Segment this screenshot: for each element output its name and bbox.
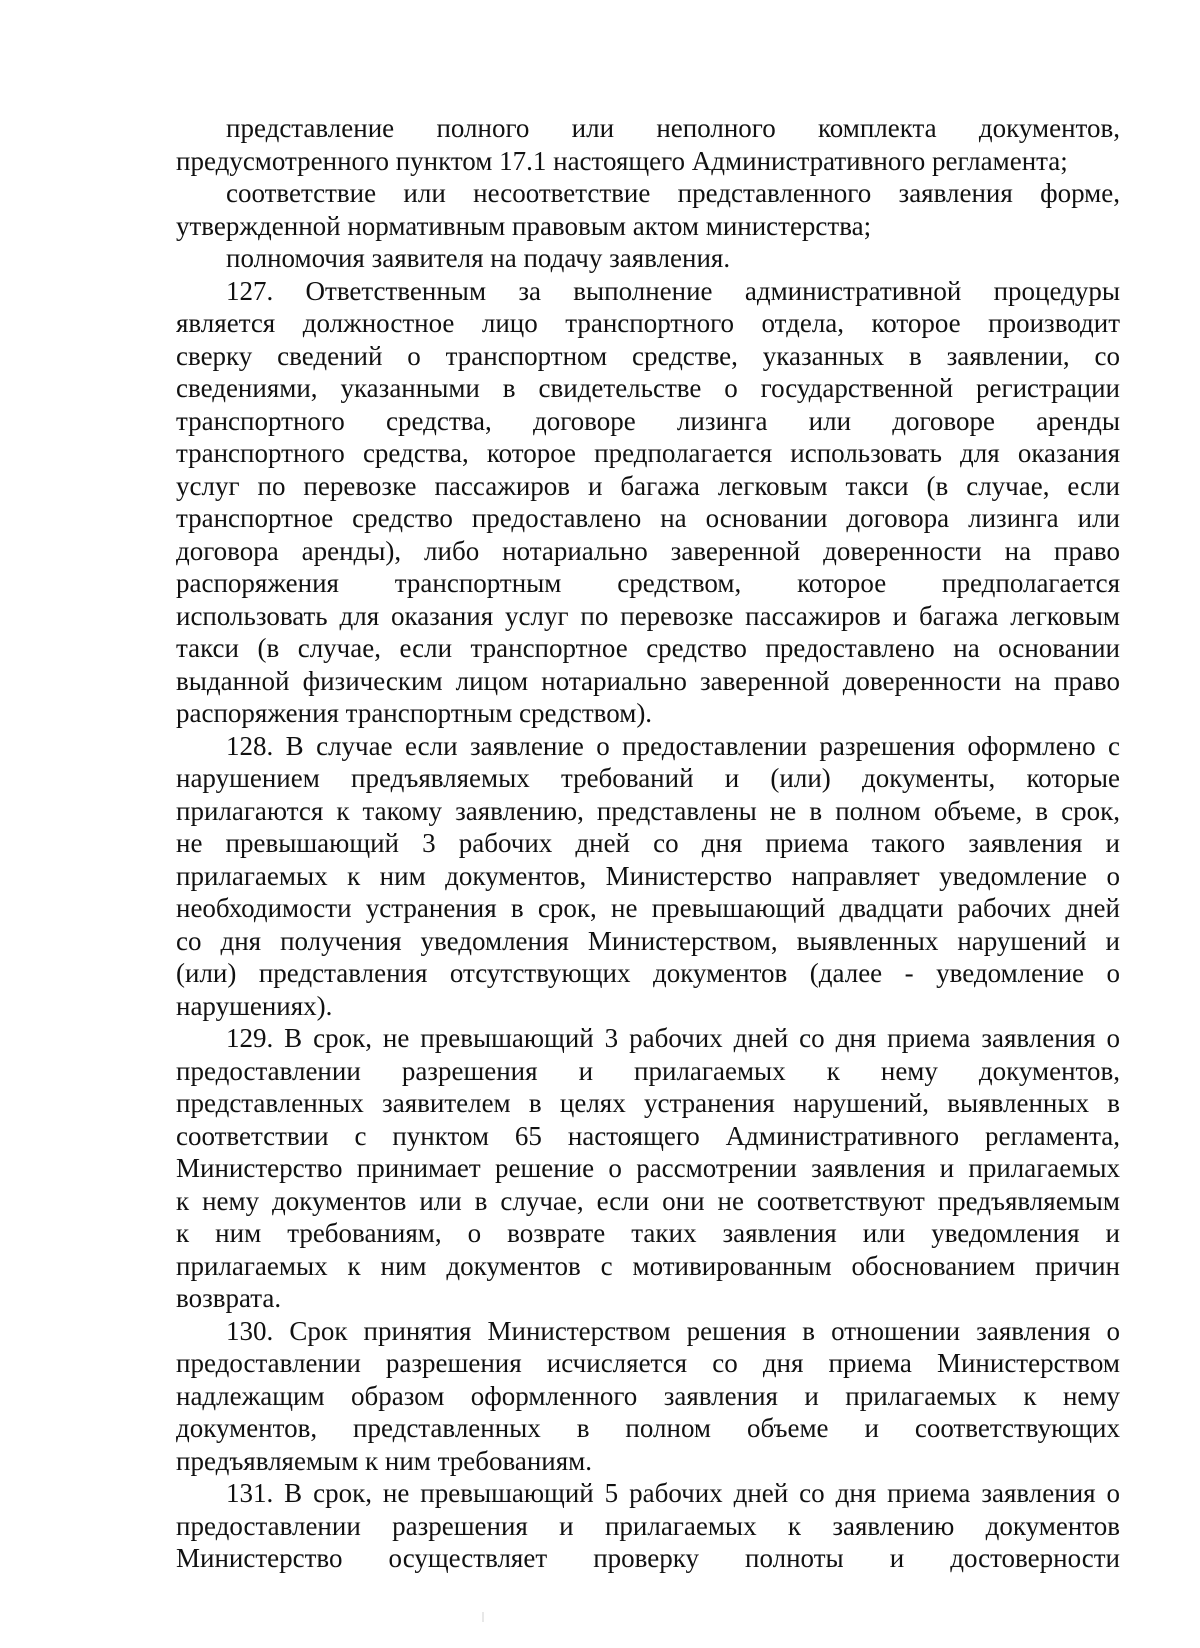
text-line: предоставлении разрешения и прилагаемых к нему документов, — [176, 1055, 1120, 1086]
paragraph-p129 — [176, 1022, 1120, 1315]
text-line: 129. В срок, не превышающий 3 рабочих дней со дня приема заявления о — [226, 1023, 1120, 1053]
paragraph-p3 — [176, 242, 1120, 275]
text-line: транспортного средства, договоре лизинга или договоре аренды — [176, 405, 1120, 436]
text-line: представление полного или неполного комплекта документов, — [226, 113, 1120, 143]
text-line: прилагаемых к ним документов, Министерство направляет уведомление о — [176, 860, 1120, 891]
text-line: прилагаемых к ним документов с мотивированным обоснованием причин — [176, 1250, 1120, 1281]
text-line: со дня получения уведомления Министерством, выявленных нарушений и — [176, 925, 1120, 956]
text-line: выданной физическим лицом нотариально заверенной доверенности на право — [176, 665, 1120, 696]
text-line: договора аренды), либо нотариально заверенной доверенности на право — [176, 535, 1120, 566]
text-line: нарушением предъявляемых требований и (или) документы, которые — [176, 763, 1120, 793]
text-line: такси (в случае, если транспортное средство предоставлено на основании — [176, 633, 1120, 663]
text-line: транспортного средства, которое предполагается использовать для оказания — [176, 438, 1120, 468]
text-line: 127. Ответственным за выполнение административной процедуры — [226, 275, 1120, 306]
text-line: документов, представленных в полном объеме и соответствующих — [176, 1413, 1120, 1443]
text-line: 130. Срок принятия Министерством решения в отношении заявления о — [226, 1315, 1120, 1346]
paragraph-p131 — [176, 1477, 1120, 1575]
paragraph-p1 — [176, 112, 1120, 177]
text-line: предоставлении разрешения исчисляется со дня приема Министерством — [176, 1348, 1120, 1378]
text-line: необходимости устранения в срок, не превышающий двадцати рабочих дней — [176, 893, 1120, 923]
text-line: нарушениях). — [176, 990, 333, 1021]
text-line: транспортное средство предоставлено на основании договора лизинга или — [176, 503, 1120, 533]
text-line: возврата. — [176, 1283, 282, 1313]
text-line: предусмотренного пунктом 17.1 настоящего Административного регламента; — [176, 145, 1068, 176]
text-line: соответствие или несоответствие представленного заявления форме, — [226, 178, 1120, 208]
document-body — [176, 112, 1120, 1575]
text-line: услуг по перевозке пассажиров и багажа легковым такси (в случае, если — [176, 470, 1120, 501]
scan-mark — [482, 1612, 484, 1622]
text-line: сведениями, указанными в свидетельстве о государственной регистрации — [176, 373, 1120, 403]
text-line: предъявляемым к ним требованиям. — [176, 1445, 593, 1476]
text-line: является должностное лицо транспортного отдела, которое производит — [176, 308, 1120, 338]
text-line: к ним требованиям, о возврате таких заявления или уведомления и — [176, 1218, 1120, 1248]
paragraph-p128 — [176, 730, 1120, 1023]
text-line: 128. В случае если заявление о предоставлении разрешения оформлено с — [226, 730, 1120, 761]
text-line: утвержденной нормативным правовым актом министерства; — [176, 210, 872, 241]
paragraph-p130 — [176, 1315, 1120, 1478]
text-line: распоряжения транспортным средством). — [176, 698, 653, 728]
text-line: Министерство принимает решение о рассмотрении заявления и прилагаемых — [176, 1153, 1120, 1183]
text-line: использовать для оказания услуг по перевозке пассажиров и багажа легковым — [176, 600, 1120, 631]
text-line: 131. В срок, не превышающий 5 рабочих дней со дня приема заявления о — [226, 1478, 1120, 1508]
text-line: распоряжения транспортным средством, которое предполагается — [176, 568, 1120, 598]
paragraph-p127 — [176, 275, 1120, 730]
text-line: представленных заявителем в целях устранения нарушений, выявленных в — [176, 1088, 1120, 1118]
paragraph-p2 — [176, 177, 1120, 242]
text-line: (или) представления отсутствующих документов (далее - уведомление о — [176, 958, 1120, 988]
text-line: надлежащим образом оформленного заявления и прилагаемых к нему — [176, 1380, 1120, 1411]
text-line: соответствии с пунктом 65 настоящего Административного регламента, — [176, 1120, 1120, 1151]
text-line: сверку сведений о транспортном средстве, указанных в заявлении, со — [176, 340, 1120, 371]
text-line: предоставлении разрешения и прилагаемых к заявлению документов — [176, 1510, 1120, 1541]
text-line: Министерство осуществляет проверку полноты и достоверности — [176, 1543, 1120, 1573]
text-line: к нему документов или в случае, если они не соответствуют предъявляемым — [176, 1185, 1120, 1216]
text-line: не превышающий 3 рабочих дней со дня приема такого заявления и — [176, 828, 1120, 858]
text-line: прилагаются к такому заявлению, представлены не в полном объеме, в срок, — [176, 795, 1120, 826]
text-line: полномочия заявителя на подачу заявления. — [226, 243, 731, 273]
